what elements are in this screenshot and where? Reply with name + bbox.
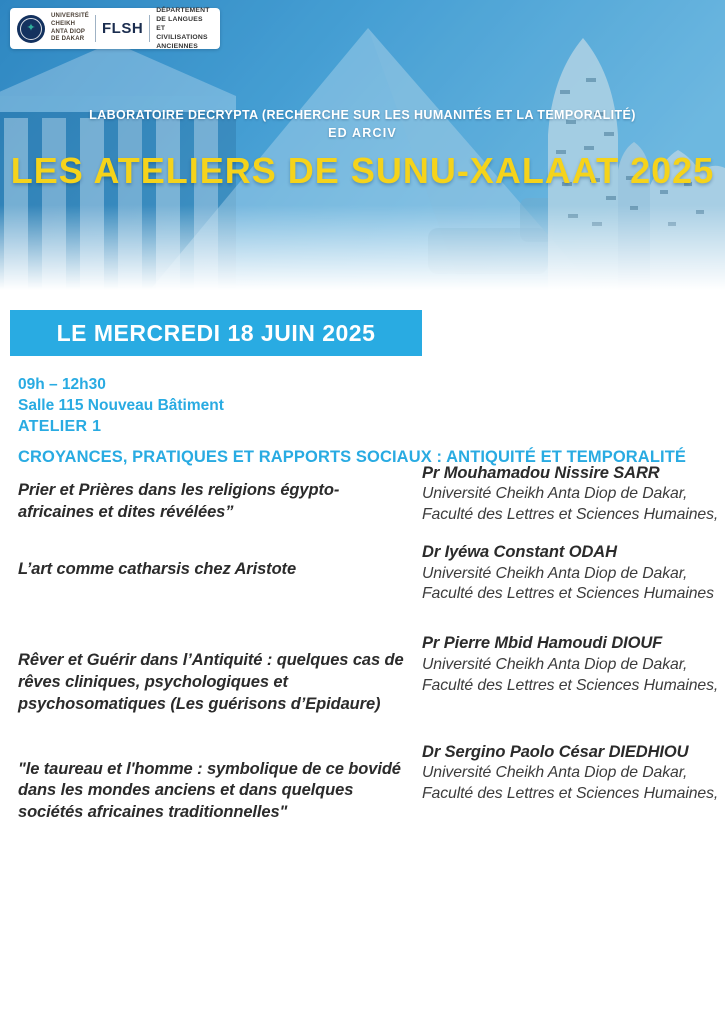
department-name [156, 6, 213, 52]
logo-divider [149, 15, 150, 42]
header-text-block [0, 108, 725, 192]
logo-divider [95, 15, 96, 42]
talk-speaker [422, 542, 722, 605]
date-banner [10, 310, 422, 356]
ucad-logo-icon: ✦ [17, 15, 45, 43]
talk-title: "le taureau et l'homme : symbolique de ce bovidé dans les mondes anciens et dans quelques sociétés africaines traditionnelles" [18, 759, 401, 822]
talk-title: Rêver et Guérir dans l’Antiquité : quelques cas de rêves cliniques, psychologiques et psychosomatiques (Les guérisons d’Epidaure) [18, 651, 404, 713]
department-name-line1: DÉPARTEMENT DE LANGUES [156, 6, 210, 23]
talks-list [14, 463, 719, 824]
university-name [51, 13, 89, 44]
speaker-name: Pr Pierre Mbid Hamoudi DIOUF [422, 634, 663, 653]
date-banner-label: LE MERCREDI 18 JUIN 2025 [56, 319, 376, 346]
speaker-affiliation: Université Cheikh Anta Diop de Dakar, Faculté des Lettres et Sciences Humaines [422, 564, 714, 603]
speaker-affiliation: Université Cheikh Anta Diop de Dakar, Faculté des Lettres et Sciences Humaines, [422, 763, 719, 802]
university-name-line1: UNIVERSITÉ [51, 12, 90, 19]
speaker-name: Pr Mouhamadou Nissire SARR [422, 464, 660, 482]
talk-speaker [422, 633, 722, 715]
talk-speaker [422, 463, 722, 526]
talk-row [14, 633, 719, 715]
talk-title: L’art comme catharsis chez Aristote [18, 560, 297, 579]
speaker-name: Dr Sergino Paolo César DIEDHIOU [422, 742, 689, 761]
session-atelier: ATELIER 1 [18, 418, 102, 435]
talk-row [14, 463, 719, 526]
header-banner [0, 0, 725, 290]
laboratory-line: LABORATOIRE DECRYPTA (RECHERCHE SUR LES HUMANITÉS ET LA TEMPORALITÉ) [89, 108, 636, 122]
department-name-line2: ET CIVILISATIONS ANCIENNES [156, 24, 208, 51]
speaker-name: Dr Iyéwa Constant ODAH [422, 543, 617, 562]
session-info [18, 374, 717, 467]
university-name-line2: CHEIKH ANTA DIOP [51, 20, 86, 35]
page-title: LES ATELIERS DE SUNU-XALAAT 2025 [10, 150, 715, 191]
talk-row [14, 542, 719, 605]
university-name-line3: DE DAKAR [51, 36, 85, 43]
university-logo-plate [10, 8, 220, 49]
doctoral-school-line: ED ARCIV [328, 126, 397, 140]
talk-row [14, 742, 719, 824]
speaker-affiliation: Université Cheikh Anta Diop de Dakar, Faculté des Lettres et Sciences Humaines, [422, 485, 719, 524]
session-theme: CROYANCES, PRATIQUES ET RAPPORTS SOCIAUX : ANTIQUITÉ ET TEMPORALITÉ [18, 448, 686, 466]
talk-speaker [422, 742, 722, 824]
talk-title: Prier et Prières dans les religions égypto-africaines et dites révélées” [18, 481, 340, 521]
speaker-affiliation: Université Cheikh Anta Diop de Dakar, Faculté des Lettres et Sciences Humaines, [422, 655, 719, 694]
session-time: 09h – 12h30 [18, 376, 106, 393]
session-room: Salle 115 Nouveau Bâtiment [18, 397, 224, 414]
faculty-abbr: FLSH [102, 20, 144, 37]
